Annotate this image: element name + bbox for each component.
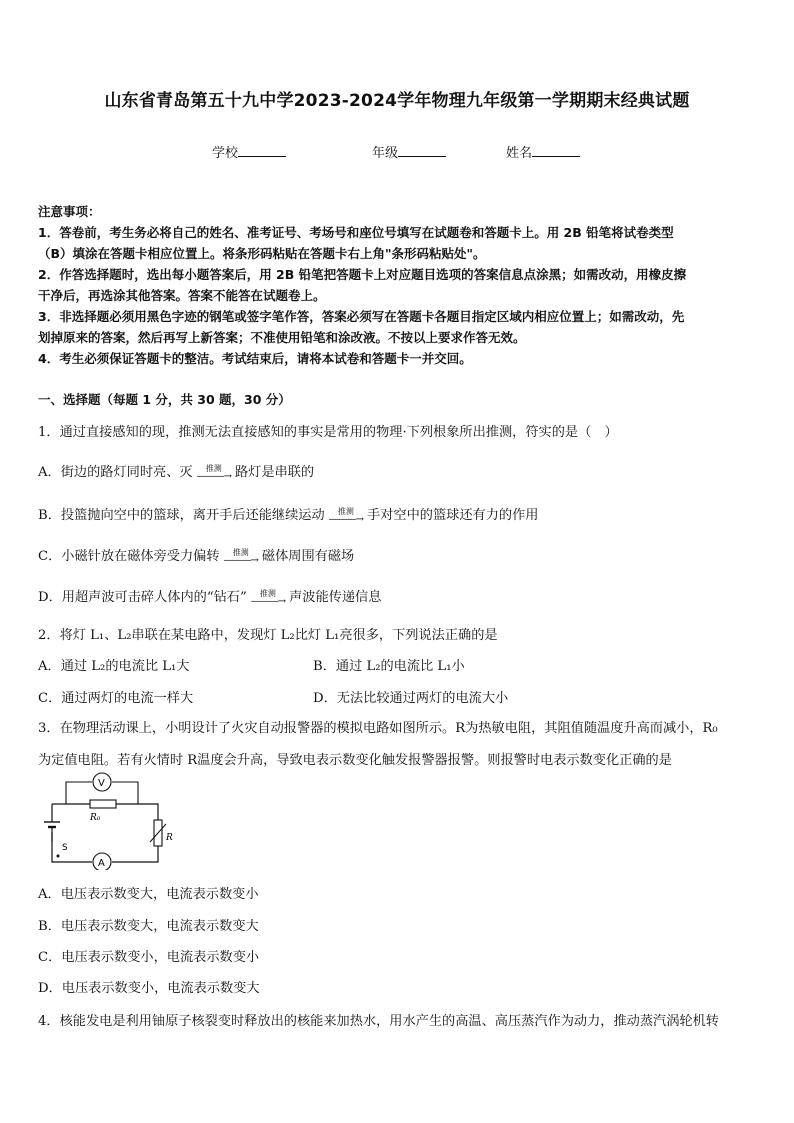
q2-option-c[interactable]: C．通过两灯的电流一样大 (38, 691, 194, 706)
grade-field (372, 142, 446, 161)
circuit-diagram (38, 770, 188, 870)
notice-line: 1．答卷前，考生务必将自己的姓名、准考证号、考场号和座位号填写在试题卷和答题卡上。用 2B 铅笔将试卷类型 (38, 225, 674, 240)
infer-arrow-icon: 推测 ———→ (196, 464, 231, 482)
grade-label: 年级 (372, 146, 399, 161)
r0-label: R₀ (90, 813, 101, 823)
grade-blank[interactable] (398, 144, 446, 157)
question-2-stem: 2．将灯 L₁、L₂串联在某电路中，发现灯 L₂比灯 L₁亮很多，下列说法正确的是 (38, 628, 498, 643)
q1-option-d[interactable]: D．用超声波可击碎人体内的“钻石” 推测 ———→ 声波能传递信息 (38, 589, 382, 607)
q1-option-c[interactable]: C．小磁针放在磁体旁受力偏转 推测 ———→ 磁体周围有磁场 (38, 548, 355, 566)
page-title: 山东省青岛第五十九中学2023-2024学年物理九年级第一学期期末经典试题 (104, 91, 690, 111)
question-3-stem-line1: 3．在物理活动课上，小明设计了火灾自动报警器的模拟电路如图所示。R为热敏电阻，其阻值随温度升高而减小，R₀ (38, 721, 718, 736)
name-label: 姓名 (506, 146, 533, 161)
switch-label: S (62, 843, 68, 853)
q3-option-a[interactable]: A．电压表示数变大，电流表示数变小 (38, 887, 259, 902)
switch-icon (57, 855, 60, 858)
q1-option-b[interactable]: B．投篮抛向空中的篮球，离开手后还能继续运动 推测 ———→ 手对空中的篮球还有力的作用 (38, 507, 539, 525)
ammeter-label: A (98, 858, 105, 869)
notice-line: 2．作答选择题时，选出每小题答案后，用 2B 铅笔把答题卡上对应题目选项的答案信息点涂黑；如需改动，用橡皮擦 (38, 267, 687, 282)
notice-line: 3．非选择题必须用黑色字迹的钢笔或签字笔作答，答案必须写在答题卡各题目指定区域内相应位置上；如需改动，先 (38, 309, 685, 324)
school-field (212, 142, 286, 161)
q1-option-a[interactable]: A．街边的路灯同时亮、灭 推测 ———→ 路灯是串联的 (38, 464, 315, 482)
r-label: R (166, 833, 173, 843)
q3-option-c[interactable]: C．电压表示数变小，电流表示数变小 (38, 950, 260, 965)
notice-line: （B）填涂在答题卡相应位置上。将条形码粘贴在答题卡右上角"条形码粘贴处"。 (38, 246, 486, 261)
notice-heading: 注意事项： (38, 204, 101, 219)
question-4-stem: 4．核能发电是利用铀原子核裂变时释放出的核能来加热水，用水产生的高温、高压蒸汽作为动力，推动蒸汽涡轮机转 (38, 1014, 719, 1029)
q3-option-b[interactable]: B．电压表示数变大，电流表示数变大 (38, 919, 259, 934)
infer-arrow-icon: 推测 ———→ (328, 507, 364, 525)
school-blank[interactable] (238, 144, 286, 157)
voltmeter-label: V (98, 778, 105, 789)
notice-line: 4．考生必须保证答题卡的整洁。考试结束后，请将本试卷和答题卡一并交回。 (38, 351, 472, 366)
q2-option-b[interactable]: B．通过 L₂的电流比 L₁小 (313, 659, 465, 674)
infer-arrow-icon: 推测 ———→ (250, 589, 286, 607)
question-3-stem-line2: 为定值电阻。若有火情时 R温度会升高，导致电表示数变化触发报警器报警。则报警时电表示数变化正确的是 (38, 753, 672, 768)
notice-line: 干净后，再选涂其他答案。答案不能答在试题卷上。 (38, 288, 326, 303)
notice-block (38, 201, 764, 369)
question-1-stem: 1．通过直接感知的现，推测无法直接感知的事实是常用的物理·下列根象所出推测，符实的是（ ） (38, 425, 618, 440)
q3-option-d[interactable]: D．电压表示数变小，电流表示数变大 (38, 981, 260, 996)
resistor-r0-icon (90, 800, 116, 808)
infer-arrow-icon: 推测 ———→ (223, 548, 258, 566)
circuit-wire (66, 804, 158, 862)
notice-line: 划掉原来的答案，然后再写上新答案；不准使用铅笔和涂改液。不按以上要求作答无效。 (38, 330, 526, 345)
q2-option-a[interactable]: A．通过 L₂的电流比 L₁大 (38, 659, 190, 674)
school-label: 学校 (212, 146, 239, 161)
section-heading: 一、选择题（每题 1 分，共 30 题，30 分） (38, 392, 291, 407)
q2-option-d[interactable]: D．无法比较通过两灯的电流大小 (313, 691, 509, 706)
name-field (506, 142, 580, 161)
name-blank[interactable] (532, 144, 580, 157)
